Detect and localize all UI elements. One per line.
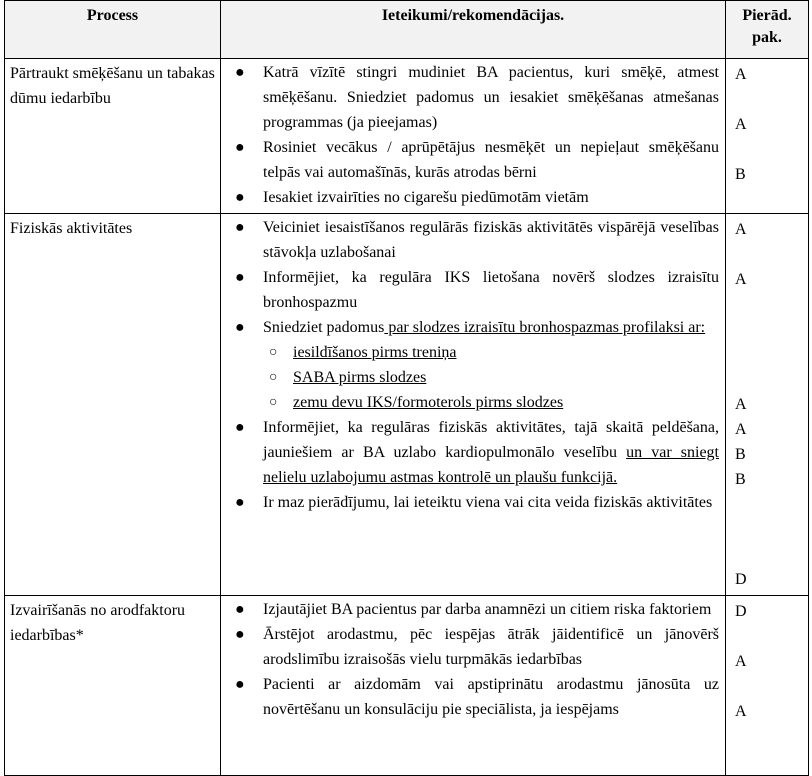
list-item <box>229 415 719 490</box>
evidence-level: B <box>735 471 746 488</box>
bullet-icon: ● <box>235 419 245 436</box>
bullet-icon: ● <box>235 189 245 206</box>
evidence-level <box>735 367 799 392</box>
list-item-text: Ir maz pierādījumu, lai ieteiktu viena vai cita veida fiziskās aktivitātes <box>263 494 713 511</box>
list-item-text-plain: Informējiet, ka regulāras fiziskās aktivitātes, tajā skaitā peldēšana, jauniešiem ar BA uzlabo kardiopulmonālo veselību <box>263 419 719 461</box>
sub-list-item <box>229 365 719 390</box>
evidence-level: A <box>735 703 747 720</box>
evidence-level: A <box>735 116 747 133</box>
list-item-text: Informējiet, ka regulāra IKS lietošana novērš slodzes izraisītu bronhospazmu <box>263 269 719 311</box>
evidence-level <box>735 624 799 649</box>
table-header-row <box>5 1 809 59</box>
evidence-level: A <box>735 66 747 83</box>
evidence-level <box>735 342 799 367</box>
sub-list-item-text: zemu devu IKS/formoterols pirms slodzes <box>293 394 564 411</box>
list-item-text <box>263 415 719 490</box>
evidence-level <box>735 292 799 317</box>
process-label: Izvairīšanās no arodfaktoru iedarbības* <box>10 602 186 644</box>
list-item-text: Ārstējot arodastmu, pēc iespējas ātrāk jāidentificē un jānovērš arodslimību izraisošās vielu turpmākās iedarbības <box>263 626 719 668</box>
recommendation-cell <box>221 214 726 596</box>
list-item <box>229 265 719 315</box>
list-item-text: Katrā vīzītē stingri mudiniet BA pacientus, kuri smēķē, atmest smēķēšanu. Sniedziet padomus un iesakiet smēķēšanas atmešanas programmas (ja pieejamas) <box>263 64 719 131</box>
bullet-icon: ● <box>235 601 245 618</box>
list-item <box>229 490 719 515</box>
process-label: Pārtraukt smēķēšanu un tabakas dūmu iedarbību <box>10 65 215 107</box>
process-cell <box>5 596 221 776</box>
list-item <box>229 672 719 722</box>
process-cell <box>5 59 221 214</box>
process-cell <box>5 214 221 596</box>
list-item-text-underlined: un var sniegt nelielu uzlabojumu astmas kontrolē un plaušu funkcijā. <box>263 444 719 486</box>
evidence-level: B <box>735 446 746 463</box>
circle-bullet-icon: ○ <box>269 370 278 385</box>
list-item-text: Rosiniet vecākus / aprūpētājus nesmēķēt un nepieļaut smēķēšanu telpās vai automašīnās, kurās atrodas bērni <box>263 139 719 181</box>
header-recommendations: Ieteikumi/rekomendācijas. <box>221 1 726 59</box>
evidence-level: D <box>735 603 747 620</box>
bullet-icon: ● <box>235 494 245 511</box>
list-item <box>229 597 719 622</box>
bullet-icon: ● <box>235 139 245 156</box>
list-item <box>229 215 719 265</box>
header-process: Process <box>5 1 221 59</box>
process-label: Fiziskās aktivitātes <box>10 220 133 237</box>
list-item-text <box>263 315 719 340</box>
recommendation-cell <box>221 596 726 776</box>
sub-list-item-text: SABA pirms slodzes <box>293 369 427 386</box>
list-item <box>229 135 719 185</box>
table-row <box>5 59 809 214</box>
evidence-level: A <box>735 221 747 238</box>
sub-list-item <box>229 340 719 365</box>
bullet-icon: ● <box>235 64 245 81</box>
evidence-level <box>735 317 799 342</box>
evidence-cell <box>726 214 809 596</box>
bullet-icon: ● <box>235 626 245 643</box>
bullet-icon: ● <box>235 676 245 693</box>
list-item-text-underlined: par slodzes izraisītu bronhospazmas profilaksi ar: <box>384 319 706 336</box>
evidence-level: B <box>735 166 746 183</box>
list-item <box>229 315 719 340</box>
bullet-icon: ● <box>235 319 245 336</box>
list-item <box>229 185 719 210</box>
evidence-level <box>735 492 799 517</box>
evidence-level: D <box>735 571 747 588</box>
evidence-level <box>735 242 799 267</box>
table-row <box>5 214 809 596</box>
list-item-text-plain: Sniedziet padomus <box>263 319 385 336</box>
evidence-cell <box>726 59 809 214</box>
evidence-level <box>735 87 799 112</box>
circle-bullet-icon: ○ <box>269 395 278 410</box>
evidence-level: A <box>735 271 747 288</box>
list-item <box>229 60 719 135</box>
evidence-cell <box>726 596 809 776</box>
list-item-text: Izjautājiet BA pacientus par darba anamnēzi un citiem riska faktoriem <box>263 601 712 618</box>
evidence-level: A <box>735 396 747 413</box>
bullet-icon: ● <box>235 219 245 236</box>
table-row <box>5 596 809 776</box>
evidence-level <box>735 137 799 162</box>
sub-list-item <box>229 390 719 415</box>
evidence-level: A <box>735 653 747 670</box>
list-item-text: Pacienti ar aizdomām vai apstiprinātu arodastmu jānosūta uz novērtēšanu un konsulāciju pie speciālista, ja iespējams <box>263 676 719 718</box>
circle-bullet-icon: ○ <box>269 345 278 360</box>
sub-list-item-text: iesildīšanos pirms treniņa <box>293 344 457 361</box>
recommendations-table <box>4 0 809 776</box>
recommendation-cell <box>221 59 726 214</box>
evidence-level <box>735 542 799 567</box>
list-item-text: Veiciniet iesaistīšanos regulārās fiziskās aktivitātēs vispārējā veselības stāvokļa uzlabošanai <box>263 219 719 261</box>
list-item-text: Iesakiet izvairīties no cigarešu piedūmotām vietām <box>263 189 589 206</box>
evidence-level <box>735 674 799 699</box>
list-item <box>229 622 719 672</box>
bullet-icon: ● <box>235 269 245 286</box>
evidence-level: A <box>735 421 747 438</box>
evidence-level <box>735 517 799 542</box>
header-evidence: Pierād. pak. <box>726 1 809 59</box>
